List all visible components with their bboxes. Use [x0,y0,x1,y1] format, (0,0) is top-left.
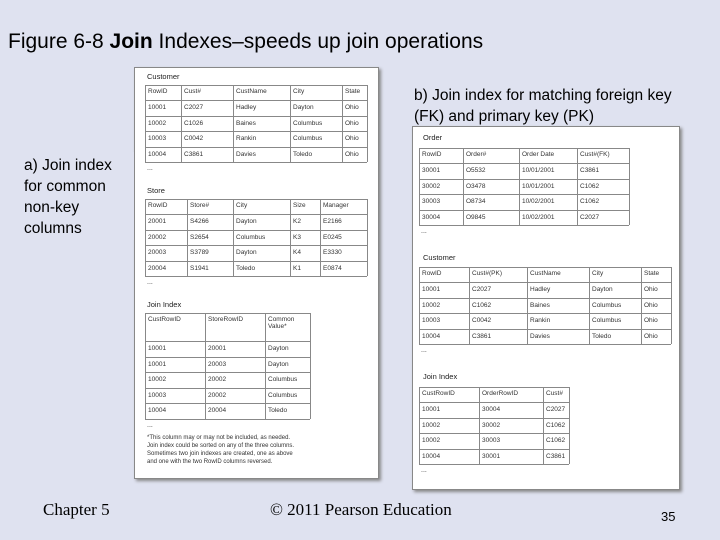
table-row-divider [419,418,569,419]
table-ellipsis: ... [421,228,427,235]
table-cell: 10/01/2001 [522,167,555,174]
table-header-cell: RowID [422,151,442,158]
figure-a-panel [134,67,379,479]
table-row-divider [145,100,367,101]
table-cell: E3330 [323,249,342,256]
table-cell: K2 [293,218,301,225]
table-column-divider [290,85,291,162]
table-row-divider [145,131,367,132]
table-cell: S3789 [190,249,209,256]
figure-a-store-table [145,199,367,286]
table-header-cell: RowID [422,270,442,277]
table-column-divider [589,267,590,344]
table-cell: 20001 [208,345,227,352]
table-cell: 10004 [422,332,441,340]
join-index-table-label: Join Index [147,300,182,309]
table-column-divider [569,387,570,464]
table-cell: Baines [236,119,256,127]
table-cell: Dayton [236,218,257,225]
table-cell: 10003 [148,391,167,399]
table-row-divider [145,388,310,389]
table-cell: 20003 [208,360,227,368]
table-column-divider [527,267,528,344]
table-cell: 10003 [148,135,167,142]
table-cell: Dayton [236,249,257,256]
table-column-divider [145,199,146,276]
table-cell: C1062 [546,421,566,429]
table-cell: 10001 [422,406,441,413]
table-cell: S4266 [190,218,209,225]
figure-b-customer-table [419,267,671,354]
table-cell: 10002 [422,437,441,444]
table-row-divider [419,402,569,403]
table-header-cell: StoreRowID [208,316,244,323]
table-row-divider [419,225,629,226]
table-column-divider [671,267,672,344]
figure-a-customer-table [145,85,367,172]
table-cell: Toledo [293,150,313,158]
table-column-divider [419,387,420,464]
table-header-cell: Cust#(PK) [472,270,502,277]
order-table-label: Order [423,133,443,142]
table-header-cell: Cust# [546,390,563,397]
table-column-divider [419,267,420,344]
table-cell: O9845 [466,213,486,221]
table-cell: Ohio [644,301,658,309]
table-header-cell: Cust# [184,88,201,95]
table-column-divider [367,199,368,276]
table-cell: Ohio [644,332,658,340]
figure-b-order-table [419,148,629,235]
join-index-fk-table-label: Join Index [423,372,458,381]
table-header-cell: Size [293,202,306,209]
table-cell: 30001 [422,167,441,174]
table-cell: E0874 [323,264,342,272]
page-number: 35 [661,509,676,524]
table-cell: O3478 [466,182,486,190]
table-cell: Toledo [268,407,288,414]
table-cell: 20002 [208,376,227,383]
table-cell: C2027 [580,213,600,221]
table-row-divider [419,449,569,450]
table-cell: 10002 [422,421,441,429]
table-cell: 30003 [422,198,441,205]
figure-a-join-index-table [145,313,310,429]
table-cell: K4 [293,249,301,256]
figure-b-join-index-table [419,387,569,474]
table-row-divider [419,329,671,330]
table-row-divider [419,313,671,314]
table-top-border [419,267,671,268]
table-cell: K3 [293,233,301,241]
table-cell: C1062 [580,182,600,190]
table-cell: 10004 [422,452,441,460]
table-header-cell: Order# [466,151,487,158]
table-cell: 30002 [482,421,501,429]
table-row-divider [419,464,569,465]
table-header-cell: City [293,88,305,95]
table-cell: C3861 [580,167,600,174]
table-column-divider [145,85,146,162]
table-cell: 10001 [148,345,167,352]
table-row-divider [145,261,367,262]
table-cell: Dayton [293,104,314,111]
table-row-divider [145,230,367,231]
table-column-divider [419,148,420,225]
table-ellipsis: ... [147,165,153,172]
table-header-cell: CustName [530,270,561,277]
table-cell: Rankin [236,135,257,142]
table-cell: Davies [530,332,550,340]
table-cell: Toledo [592,332,612,340]
table-cell: 20002 [208,391,227,399]
join-index-footnote: *This column may or may not be included, as needed. Join index could be sorted on any of the three columns. Sometimes two join indexes are created, one as above and one with the two RowID columns reversed. [147,435,295,465]
table-header-cell: OrderRowID [482,390,519,397]
table-cell: 10002 [422,301,441,309]
table-cell: 20004 [208,407,227,414]
table-cell: C1062 [546,437,566,444]
table-cell: Columbus [293,119,323,127]
table-cell: C1062 [580,198,600,205]
table-cell: Ohio [644,286,658,293]
table-cell: S1941 [190,264,209,272]
table-column-divider [145,313,146,419]
table-row-divider [145,162,367,163]
table-cell: Columbus [592,301,622,309]
table-cell: Hadley [236,104,257,111]
table-row-divider [419,163,629,164]
table-cell: 10/02/2001 [522,213,555,221]
table-cell: E2166 [323,218,342,225]
table-header-cell: State [644,270,660,277]
table-column-divider [577,148,578,225]
table-row-divider [145,419,310,420]
table-column-divider [187,199,188,276]
table-top-border [145,85,367,86]
table-cell: 10002 [148,119,167,127]
table-column-divider [629,148,630,225]
table-cell: Ohio [345,104,359,111]
table-column-divider [543,387,544,464]
table-cell: S2654 [190,233,209,241]
table-column-divider [519,148,520,225]
table-column-divider [310,313,311,419]
table-header-cell: RowID [148,202,168,209]
table-cell: 30004 [482,406,501,413]
table-cell: 30004 [422,213,441,221]
table-cell: 20001 [148,218,167,225]
table-top-border [419,148,629,149]
customer-table-label: Customer [147,72,180,81]
table-row-divider [145,147,367,148]
table-row-divider [419,433,569,434]
table-cell: Hadley [530,286,551,293]
table-row-divider [145,276,367,277]
table-ellipsis: ... [421,467,427,474]
table-header-cell: Common Value* [268,316,295,330]
table-top-border [145,199,367,200]
table-header-cell: CustName [236,88,267,95]
table-header-cell: Store# [190,202,210,209]
table-cell: 20003 [148,249,167,256]
table-cell: Dayton [592,286,613,293]
table-row-divider [145,357,310,358]
table-column-divider [320,199,321,276]
table-ellipsis: ... [421,347,427,354]
table-cell: Columbus [268,391,298,399]
table-column-divider [265,313,266,419]
table-column-divider [342,85,343,162]
customer-fk-table-label: Customer [423,253,456,262]
table-cell: 10001 [148,104,167,111]
table-row-divider [419,282,671,283]
table-cell: Columbus [236,233,266,241]
table-cell: C0042 [184,135,204,142]
table-row-divider [419,179,629,180]
table-cell: 10002 [148,376,167,383]
table-row-divider [145,372,310,373]
table-column-divider [205,313,206,419]
table-top-border [419,387,569,388]
table-ellipsis: ... [147,421,153,429]
table-header-cell: CustRowID [148,316,181,323]
table-cell: C0042 [472,317,492,324]
table-cell: 10004 [148,150,167,158]
table-cell: 10001 [422,286,441,293]
table-cell: O8734 [466,198,486,205]
table-row-divider [419,210,629,211]
table-cell: E0245 [323,233,342,241]
table-column-divider [463,148,464,225]
table-cell: Baines [530,301,550,309]
table-column-divider [367,85,368,162]
table-cell: Dayton [268,360,289,368]
table-cell: Columbus [592,317,622,324]
table-cell: Ohio [345,150,359,158]
table-cell: C2027 [472,286,492,293]
table-cell: Ohio [345,135,359,142]
table-cell: Ohio [345,119,359,127]
figure-b-panel [412,126,680,490]
table-cell: C1026 [184,119,204,127]
table-cell: 10/01/2001 [522,182,555,190]
footer-chapter: Chapter 5 [43,500,110,519]
caption-a: a) Join index for common non-key columns [24,157,112,237]
table-header-cell: City [592,270,604,277]
table-cell: 30001 [482,452,501,460]
table-header-cell: CustRowID [422,390,455,397]
store-table-label: Store [147,186,165,195]
table-column-divider [641,267,642,344]
table-cell: K1 [293,264,301,272]
table-column-divider [469,267,470,344]
table-ellipsis: ... [147,279,153,286]
table-cell: 20004 [148,264,167,272]
caption-b: b) Join index for matching foreign key (FK) and primary key (PK) [414,87,672,125]
table-cell: Rankin [530,317,551,324]
table-cell: 10004 [148,407,167,414]
table-cell: 10001 [148,360,167,368]
table-cell: C3861 [546,452,566,460]
table-column-divider [233,199,234,276]
table-header-cell: Cust#(FK) [580,151,610,158]
table-column-divider [290,199,291,276]
footer-copyright: © 2011 Pearson Education [270,500,452,519]
table-row-divider [145,245,367,246]
table-cell: 30002 [422,182,441,190]
table-row-divider [145,116,367,117]
table-cell: O5532 [466,167,486,174]
table-row-divider [419,194,629,195]
table-cell: C2027 [546,406,566,413]
table-cell: C3861 [184,150,204,158]
table-column-divider [233,85,234,162]
table-cell: 10/02/2001 [522,198,555,205]
table-row-divider [419,298,671,299]
table-header-cell: Manager [323,202,349,209]
table-cell: Dayton [268,345,289,352]
table-cell: 20002 [148,233,167,241]
table-header-cell: RowID [148,88,168,95]
table-cell: Columbus [293,135,323,142]
table-cell: Ohio [644,317,658,324]
slide-title: Figure 6-8 Join Indexes–speeds up join operations [8,30,484,53]
table-row-divider [145,403,310,404]
table-row-divider [145,214,367,215]
table-cell: C3861 [472,332,492,340]
table-cell: Davies [236,150,256,158]
table-cell: 10003 [422,317,441,324]
table-header-cell: State [345,88,361,95]
table-cell: Toledo [236,264,256,272]
table-row-divider [419,344,671,345]
table-cell: C1062 [472,301,492,309]
table-header-cell: City [236,202,248,209]
table-cell: C2027 [184,104,204,111]
table-column-divider [479,387,480,464]
table-top-border [145,313,310,314]
table-column-divider [181,85,182,162]
table-header-cell: Order Date [522,151,555,158]
table-cell: Columbus [268,376,298,383]
table-row-divider [145,341,310,342]
table-cell: 30003 [482,437,501,444]
